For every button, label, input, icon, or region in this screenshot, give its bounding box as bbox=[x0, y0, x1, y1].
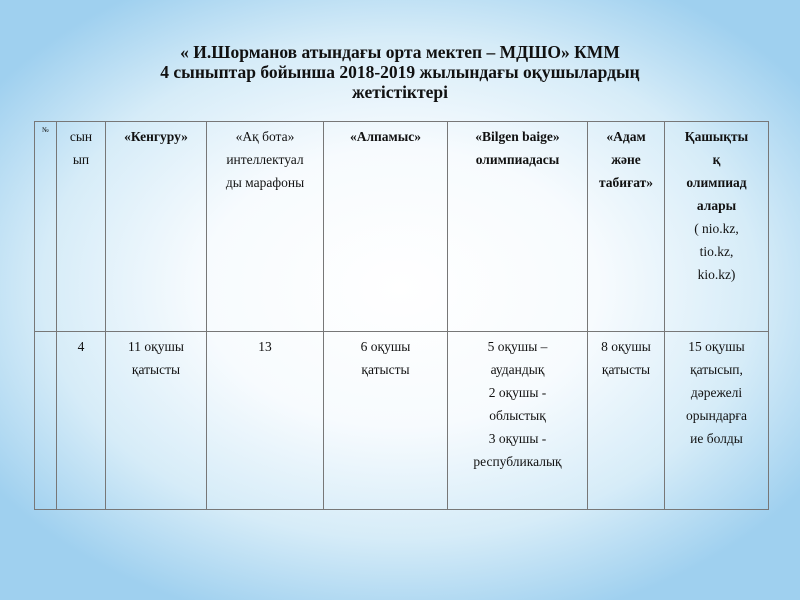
title-line-2: 4 сыныптар бойынша 2018-2019 жылындағы оқушылардың bbox=[160, 62, 640, 82]
title-line-3: жетістіктері bbox=[352, 82, 448, 102]
header-class: сын ып bbox=[57, 122, 106, 332]
cell-kenguru: 11 оқушы қатысты bbox=[106, 332, 207, 510]
achievements-table bbox=[34, 121, 769, 510]
title-line-1: « И.Шорманов атындағы орта мектеп – МДШО» КММ bbox=[180, 42, 620, 62]
cell-distance-olympiads: 15 оқушы қатысып, дәрежелі орындарға ие болды bbox=[665, 332, 769, 510]
cell-bilgen-baige: 5 оқушы – аудандық 2 оқушы - облыстық 3 оқушы - республикалық bbox=[448, 332, 588, 510]
header-akbota: «Ақ бота» интеллектуал ды марафоны bbox=[207, 122, 324, 332]
cell-akbota: 13 bbox=[207, 332, 324, 510]
header-row bbox=[35, 122, 769, 332]
header-bilgen-baige: «Bilgen baige» олимпиадасы bbox=[448, 122, 588, 332]
header-number: № bbox=[35, 122, 57, 332]
cell-class: 4 bbox=[57, 332, 106, 510]
header-kenguru: «Кенгуру» bbox=[106, 122, 207, 332]
table-row bbox=[35, 332, 769, 510]
cell-adam-tabigat: 8 оқушы қатысты bbox=[588, 332, 665, 510]
header-adam-tabigat: «Адам және табиғат» bbox=[588, 122, 665, 332]
header-alpamys: «Алпамыс» bbox=[324, 122, 448, 332]
cell-number bbox=[35, 332, 57, 510]
header-distance-olympiads: Қашықты қ олимпиад алары ( nio.kz, tio.kz, kio.kz) bbox=[665, 122, 769, 332]
document-title bbox=[60, 42, 740, 102]
cell-alpamys: 6 оқушы қатысты bbox=[324, 332, 448, 510]
